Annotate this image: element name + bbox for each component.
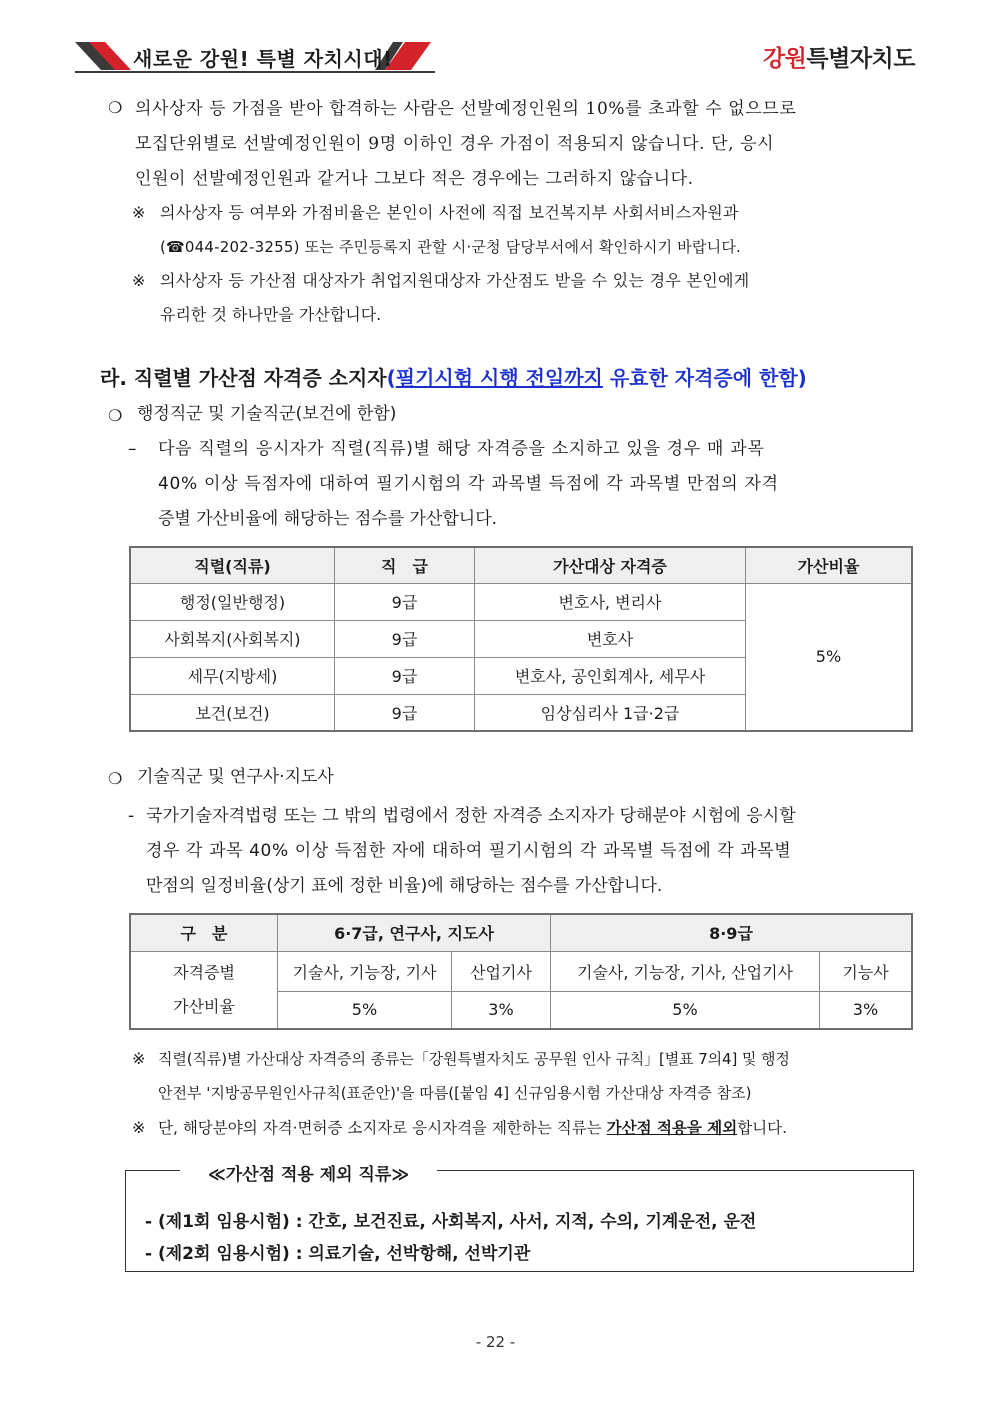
- section-qualifier-open: (: [386, 366, 396, 390]
- table-row: [130, 583, 912, 620]
- admin-line-2: 40% 이상 득점자에 대하여 필기시험의 각 과목별 득점에 각 과목별 만점의 자격: [158, 474, 779, 494]
- section-qualifier-rest: 유효한 자격증에 한함): [602, 366, 807, 390]
- intro-bullet: ❍: [108, 98, 123, 117]
- header-slogan: 새로운 강원! 특별 자치시대!: [133, 47, 393, 71]
- exclusion-line-1: - (제1회 임용시험) : 간호, 보건진료, 사회복지, 사서, 지적, 수의, 기계운전, 운전: [145, 1212, 757, 1232]
- exclusion-box-title: ≪가산점 적용 제외 직류≫: [180, 1160, 437, 1185]
- admin-heading: 행정직군 및 기술직군(보건에 한함): [137, 404, 397, 424]
- table2-rate: 3%: [820, 991, 913, 1029]
- table1-cell: 임상심리사 1급·2급: [475, 694, 746, 731]
- tech-dash: -: [128, 806, 135, 826]
- notes-line-2: 안전부 '지방공무원인사규칙(표준안)'을 따름([붙임 4] 신규임용시험 가산대상 자격증 참조): [158, 1084, 752, 1102]
- intro-line-2: 모집단위별로 선발예정인원이 9명 이하인 경우 가점이 적용되지 않습니다. 단, 응시: [135, 134, 775, 154]
- admin-bullet: ❍: [108, 406, 123, 425]
- notes-line-1: 직렬(직류)별 가산대상 자격증의 종류는「강원특별자치도 공무원 인사 규칙」[별표 7의4] 및 행정: [158, 1050, 790, 1068]
- table2-sub-header: 기술사, 기능장, 기사, 산업기사: [551, 951, 820, 991]
- table2-rate: 5%: [551, 991, 820, 1029]
- table2-row-label-line2: 가산비율: [173, 996, 235, 1016]
- table2-rate: 3%: [452, 991, 551, 1029]
- note-mark-4: ※: [132, 1118, 146, 1137]
- table1-cell: 사회복지(사회복지): [130, 620, 335, 657]
- certificate-table: [129, 546, 913, 732]
- tech-line-3: 만점의 일정비율(상기 표에 정한 비율)에 해당하는 점수를 가산합니다.: [146, 876, 663, 896]
- note-mark-3: ※: [132, 1049, 146, 1068]
- exclusion-line-2: - (제2회 임용시험) : 의료기술, 선박항해, 선박기관: [145, 1244, 531, 1264]
- table2-rate: 5%: [278, 991, 452, 1029]
- note1-line-1: 의사상자 등 여부와 가점비율은 본인이 사전에 직접 보건복지부 사회서비스자원과: [160, 203, 739, 222]
- section-title-prefix: 라. 직렬별 가산점 자격증 소지자: [100, 366, 387, 390]
- table1-cell: 변호사, 변리사: [475, 583, 746, 620]
- table1-cell: 변호사: [475, 620, 746, 657]
- table1-header-certificate: 가산대상 자격증: [475, 547, 746, 583]
- table2-row-label: [130, 951, 278, 1029]
- tech-heading: 기술직군 및 연구사·지도사: [137, 767, 334, 787]
- note-mark-2: ※: [132, 271, 146, 290]
- table2-row-label-line1: 자격증별: [173, 962, 235, 982]
- table2-header-category: 구 분: [130, 914, 278, 951]
- note-mark-1: ※: [132, 203, 146, 222]
- table1-cell: 9급: [335, 694, 475, 731]
- table2-sub-header: 기능사: [820, 951, 913, 991]
- admin-line-1: 다음 직렬의 응시자가 직렬(직류)별 해당 자격증을 소지하고 있을 경우 매 과목: [158, 439, 765, 459]
- section-title: [100, 362, 807, 391]
- intro-line-3: 인원이 선발예정인원과 같거나 그보다 적은 경우에는 그러하지 않습니다.: [135, 169, 694, 189]
- admin-line-3: 증별 가산비율에 해당하는 점수를 가산합니다.: [158, 509, 498, 529]
- org-logo-prefix: 강원: [762, 46, 807, 72]
- table1-cell: 9급: [335, 657, 475, 694]
- page-number: - 22 -: [475, 1333, 516, 1351]
- notes-line-3-post: 합니다.: [737, 1119, 788, 1137]
- technical-rate-table: [129, 913, 913, 1030]
- table1-cell: 9급: [335, 620, 475, 657]
- tech-line-1: 국가기술자격법령 또는 그 밖의 법령에서 정한 자격증 소지자가 당해분야 시험에 응시할: [146, 806, 796, 826]
- tech-bullet: ❍: [108, 769, 123, 788]
- table2-sub-header: 산업기사: [452, 951, 551, 991]
- table1-header-rate: 가산비율: [746, 547, 913, 583]
- section-qualifier-underlined: 필기시험 시행 전일까지: [395, 366, 603, 390]
- table2-sub-header: 기술사, 기능장, 기사: [278, 951, 452, 991]
- table2-header-group1: 6·7급, 연구사, 지도사: [278, 914, 551, 951]
- table1-header-series: 직렬(직류): [130, 547, 335, 583]
- notes-line-3: [158, 1111, 787, 1145]
- table1-cell: 9급: [335, 583, 475, 620]
- organization-logo: [763, 40, 915, 73]
- note1-line-2: (☎044-202-3255) 또는 주민등록지 관할 시·군청 담당부서에서 확인하시기 바랍니다.: [160, 238, 741, 256]
- note2-line-2: 유리한 것 하나만을 가산합니다.: [160, 305, 382, 324]
- table1-rate: 5%: [746, 583, 913, 731]
- intro-line-1: 의사상자 등 가점을 받아 합격하는 사람은 선발예정인원의 10%를 초과할 수 없으므로: [135, 99, 797, 119]
- note2-line-1: 의사상자 등 가산점 대상자가 취업지원대상자 가산점도 받을 수 있는 경우 본인에게: [160, 271, 750, 290]
- notes-exclusion-emphasis: 가산점 적용을 제외: [606, 1119, 738, 1137]
- admin-dash: –: [128, 439, 137, 459]
- tech-line-2: 경우 각 과목 40% 이상 득점한 자에 대하여 필기시험의 각 과목별 득점에 각 과목별: [146, 841, 792, 861]
- table1-cell: 세무(지방세): [130, 657, 335, 694]
- table1-cell: 보건(보건): [130, 694, 335, 731]
- table1-header-grade: 직 급: [335, 547, 475, 583]
- notes-line-3-pre: 단, 해당분야의 자격·면허증 소지자로 응시자격을 제한하는 직류는: [158, 1119, 607, 1137]
- table2-header-group2: 8·9급: [551, 914, 913, 951]
- table1-cell: 행정(일반행정): [130, 583, 335, 620]
- table1-cell: 변호사, 공인회계사, 세무사: [475, 657, 746, 694]
- org-logo-suffix: 특별자치도: [806, 46, 915, 72]
